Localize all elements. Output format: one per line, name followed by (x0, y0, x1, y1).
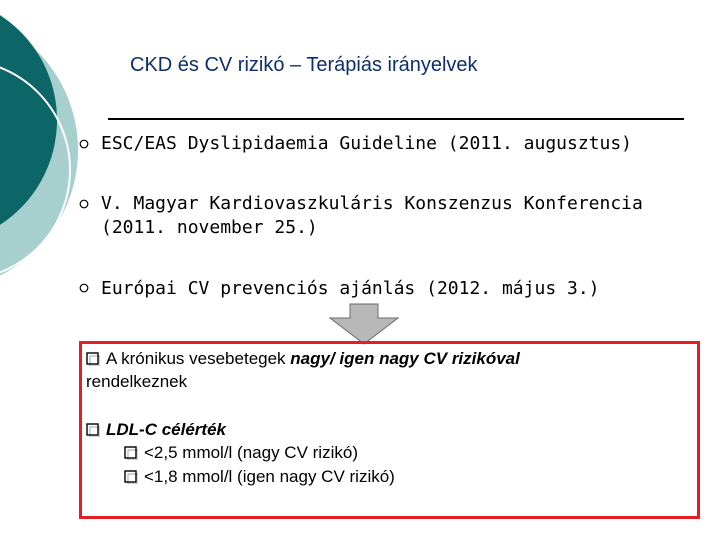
box-item-1-text: A krónikus vesebetegek (106, 349, 291, 368)
sub-item-2-text: <1,8 mmol/l (igen nagy CV rizikó) (144, 467, 395, 486)
ldl-target-label: LDL-C célérték (106, 420, 226, 439)
checkbox-square-icon (124, 446, 138, 460)
bullet-item-3 (101, 277, 701, 301)
bullet-line: (2011. november 25.) (101, 217, 318, 238)
down-arrow-icon (328, 302, 400, 346)
box-item-1-continuation: rendelkeznek (86, 372, 188, 391)
box-item-1-emphasis: nagy/ igen nagy CV rizikóval (290, 349, 520, 368)
bullet-line: Európai CV prevenciós ajánlás (2012. május 3.) (101, 278, 600, 299)
box-item-1 (86, 348, 520, 370)
bullet-item-2 (101, 192, 701, 240)
checkbox-square-icon (86, 423, 100, 437)
title-underline (108, 118, 684, 120)
box-item-2 (86, 419, 226, 441)
bullet-line: ESC/EAS Dyslipidaemia Guideline (2011. augusztus) (101, 133, 633, 154)
hollow-circle-bullet-icon (79, 199, 93, 213)
slide-title: CKD és CV rizikó – Terápiás irányelvek (130, 54, 478, 76)
bullet-item-1 (101, 132, 701, 156)
sub-item-1-text: <2,5 mmol/l (nagy CV rizikó) (144, 443, 358, 462)
hollow-circle-bullet-icon (79, 283, 93, 297)
sub-item-1 (124, 442, 358, 464)
checkbox-square-icon (124, 470, 138, 484)
sub-item-2 (124, 466, 395, 488)
hollow-circle-bullet-icon (79, 139, 93, 153)
bullet-line: V. Magyar Kardiovaszkuláris Konszenzus Konferencia (101, 193, 643, 214)
checkbox-square-icon (86, 352, 100, 366)
